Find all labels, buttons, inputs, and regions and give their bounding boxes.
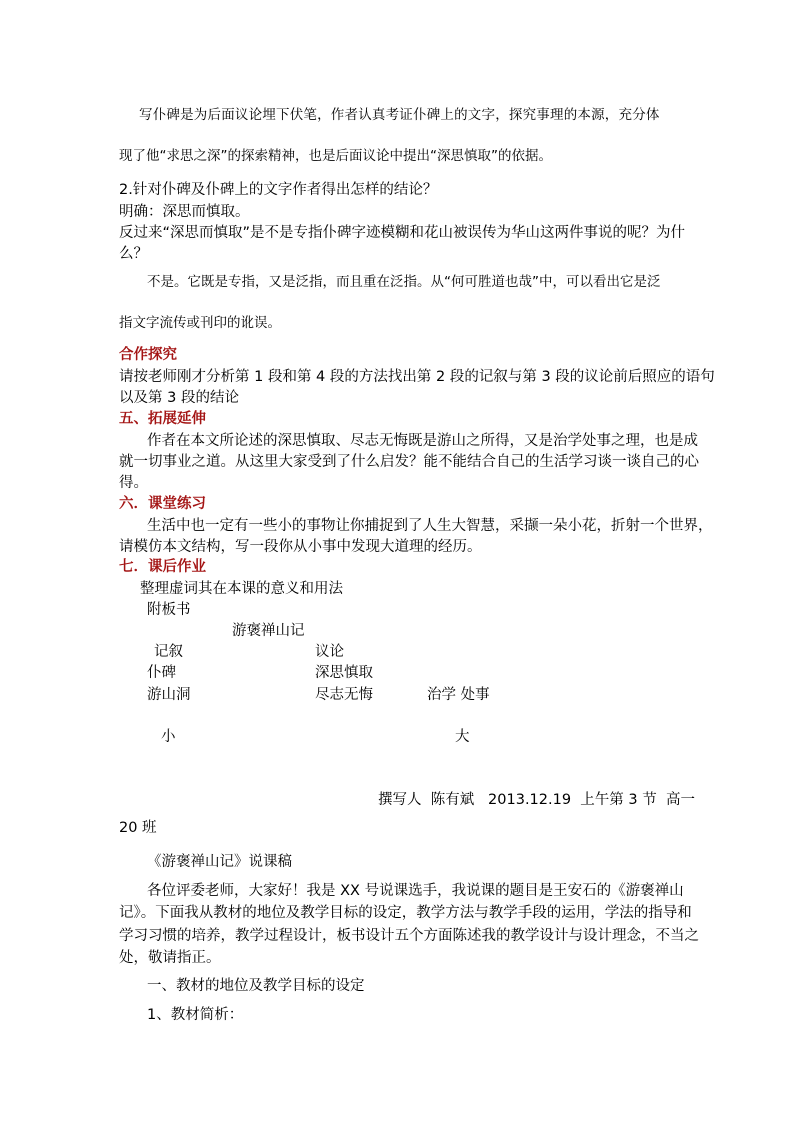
para1-line1: 写仆碑是为后面议论埋下伏笔，作者认真考证仆碑上的文字，探究事理的本源，充分体 [139,107,660,123]
cooperation-line1: 请按老师刚才分析第 1 段和第 4 段的方法找出第 2 段的记叙与第 3 段的议论前后照应的语句 [119,369,715,385]
section6-line2: 请模仿本文结构，写一段你从小事中发现大道理的经历。 [119,539,482,555]
speech-line2: 记》。下面我从教材的地位及教学目标的设定，教学方法与教学手段的运用，学法的指导和 [119,905,692,921]
speech-line3: 学习习惯的培养，教学过程设计，板书设计五个方面陈述我的教学设计与设计理念，不当之 [119,928,699,944]
cooperation-heading: 合作探究 [119,347,177,363]
board-far-right: 治学 处事 [427,687,490,703]
board-title: 游褒禅山记 [232,623,305,639]
answer-2: 明确：深思而慎取。 [119,204,250,220]
board-left-2: 游山洞 [147,687,191,703]
speech-title: 《游褒禅山记》说课稿 [147,854,292,870]
speech-section1: 一、教材的地位及教学目标的设定 [147,978,365,994]
board-label: 附板书 [147,602,191,618]
para2-line1: 不是。它既是专指，又是泛指，而且重在泛指。从“何可胜道也哉”中，可以看出它是泛 [147,274,661,290]
followup-line1: 反过来“深思而慎取”是不是专指仆碑字迹模糊和花山被误传为华山这两件事说的呢？为什 [119,225,686,241]
speech-line4: 处，敬请指正。 [119,950,221,966]
followup-line2: 么？ [119,246,148,262]
question-2: 2.针对仆碑及仆碑上的文字作者得出怎样的结论？ [119,182,438,198]
section7-heading: 七．课后作业 [119,559,206,575]
cooperation-line2: 以及第 3 段的结论 [119,390,239,406]
board-small: 小 [161,729,176,745]
board-big: 大 [455,729,470,745]
board-right-header: 议论 [315,644,344,660]
board-left-1: 仆碑 [147,665,176,681]
section6-line1: 生活中也一定有一些小的事物让你捕捉到了人生大智慧，采撷一朵小花，折射一个世界， [147,518,713,534]
para2-line2: 指文字流传或刊印的讹误。 [119,315,281,331]
author-line: 撰写人 陈有斌 2013.12.19 上午第 3 节 高一 [378,792,695,808]
section7-line1: 整理虚词其在本课的意义和用法 [140,581,343,597]
section5-line3: 得。 [119,475,148,491]
section6-heading: 六．课堂练习 [119,496,206,512]
board-right-1: 深思慎取 [315,665,373,681]
author-class: 20 班 [119,820,157,836]
speech-line1: 各位评委老师，大家好！我是 XX 号说课选手，我说课的题目是王安石的《游褒禅山 [147,883,684,899]
speech-sub1: 1、教材简析： [147,1007,244,1023]
section5-line1: 作者在本文所论述的深思慎取、尽志无悔既是游山之所得，又是治学处事之理，也是成 [147,433,698,449]
board-left-header: 记叙 [154,644,183,660]
section5-heading: 五、拓展延伸 [119,411,206,427]
para1-line2: 现了他“求思之深”的探索精神，也是后面议论中提出“深思慎取”的依据。 [119,148,552,164]
board-right-2: 尽志无悔 [315,687,373,703]
section5-line2: 就一切事业之道。从这里大家受到了什么启发？能不能结合自己的生活学习谈一谈自己的心 [119,454,699,470]
